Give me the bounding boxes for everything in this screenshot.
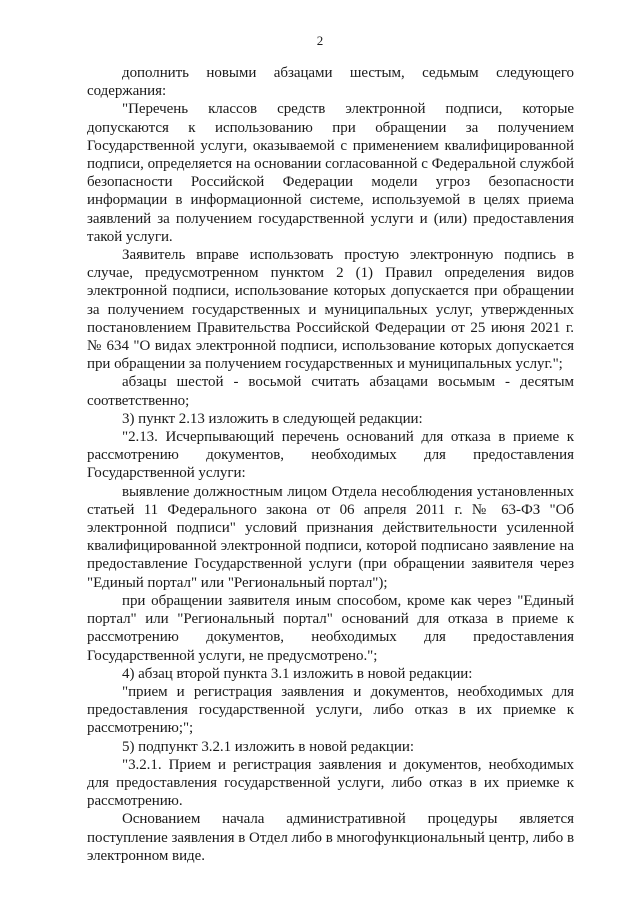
- paragraph: "Перечень классов средств электронной подписи, которые допускаются к использованию при обращении за получением Государственной услуги, оказываемой с применением квалифицированной подписи, определяется на основании согласованной с Федеральной службой безопасности Российской Федерации модели угроз безопасности информации в информационной системе, используемой в целях приема заявлений за получением государственной услуги и (или) предоставления такой услуги.: [87, 101, 574, 245]
- paragraph: 5) подпункт 3.2.1 изложить в новой редакции:: [122, 738, 414, 755]
- paragraph: абзацы шестой - восьмой считать абзацами восьмым - десятым соответственно;: [87, 374, 574, 409]
- paragraph: Основанием начала административной процедуры является поступление заявления в Отдел либо в многофункциональный центр, либо в электронном виде.: [87, 811, 574, 864]
- paragraph: "3.2.1. Прием и регистрация заявления и документов, необходимых для предоставления государственной услуги, либо отказ в их приемке к рассмотрению.: [87, 756, 574, 810]
- paragraph: "2.13. Исчерпывающий перечень оснований для отказа в приеме к рассмотрению документов, необходимых для предоставления Государственной услуги:: [87, 429, 574, 482]
- page-number: 2: [316, 33, 324, 48]
- document-body: [87, 64, 574, 865]
- paragraph: выявление должностным лицом Отдела несоблюдения установленных статьей 11 Федерального закона от 06 апреля 2011 г. № 63-ФЗ "Об электронной подписи" условий признания действительности усиленной квалифицированной электронной подписи, которой подписано заявление на предоставление Государственной услуги (при обращении заявителя через "Единый портал" или "Региональный портал");: [87, 483, 574, 591]
- paragraph: "прием и регистрация заявления и документов, необходимых для предоставления государственной услуги, либо отказ в их приемке к рассмотрению;";: [87, 683, 574, 737]
- paragraph: 3) пункт 2.13 изложить в следующей редакции:: [122, 410, 423, 427]
- paragraph: дополнить новыми абзацами шестым, седьмым следующего содержания:: [87, 65, 574, 100]
- paragraph: при обращении заявителя иным способом, кроме как через "Единый портал" или "Региональный портал" оснований для отказа в приеме к рассмотрению документов, необходимых для предоставления Государственной услуги, не предусмотрено.";: [87, 592, 574, 664]
- paragraph: Заявитель вправе использовать простую электронную подпись в случае, предусмотренном пунктом 2 (1) Правил определения видов электронной подписи, использование которых допускается при обращении за получением государственных и муниципальных услуг, утвержденных постановлением Правительства Российской Федерации от 25 июня 2021 г. № 634 "О видах электронной подписи, использование которых допускается при обращении за получением государственных и муниципальных услуг.";: [87, 247, 574, 373]
- paragraph: 4) абзац второй пункта 3.1 изложить в новой редакции:: [122, 665, 473, 682]
